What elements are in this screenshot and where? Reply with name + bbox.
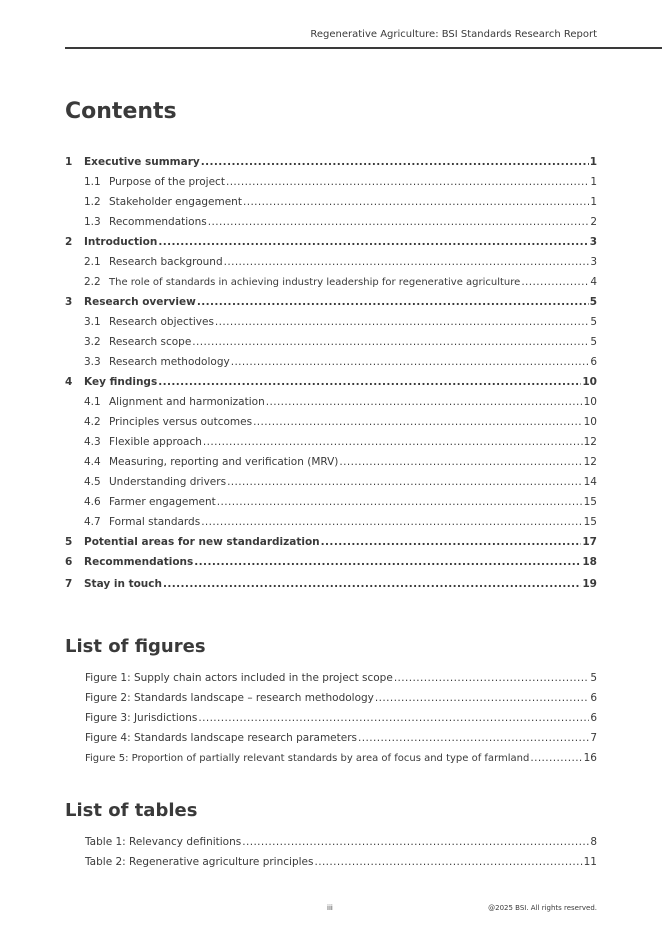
- toc-entry[interactable]: [65, 555, 597, 569]
- table-entry[interactable]: [85, 835, 597, 849]
- toc-entry[interactable]: [65, 435, 597, 449]
- toc-page: 1: [590, 196, 597, 208]
- toc-number: 2.1: [84, 256, 101, 268]
- toc-title: Research background: [109, 256, 223, 268]
- toc-title: Understanding drivers: [109, 476, 227, 488]
- figure-title: Figure 5: Proportion of partially relevant standards by area of focus and type of farmland: [85, 753, 530, 764]
- toc-leader: [203, 435, 583, 449]
- toc-entry[interactable]: [65, 495, 597, 509]
- toc-title: Key findings: [84, 376, 158, 388]
- toc-leader: [227, 475, 583, 489]
- figure-title: Figure 2: Standards landscape – research methodology: [85, 692, 374, 704]
- toc-leader: [253, 415, 583, 429]
- toc-title: Stay in touch: [84, 578, 162, 590]
- toc-entry[interactable]: [65, 275, 597, 289]
- toc-title: Recommendations: [84, 556, 194, 568]
- toc-page: 2: [590, 216, 597, 228]
- toc-title: The role of standards in achieving industry leadership for regenerative agriculture: [109, 277, 521, 288]
- toc-page: 5: [590, 336, 597, 348]
- figure-entry[interactable]: [85, 731, 597, 745]
- toc-number: 3.2: [84, 336, 101, 348]
- toc-title: Stakeholder engagement: [109, 196, 242, 208]
- toc-leader: [226, 175, 589, 189]
- toc-number: 4.6: [84, 496, 101, 508]
- toc-leader: [321, 535, 582, 549]
- toc-leader: [215, 315, 589, 329]
- toc-leader: [224, 255, 590, 269]
- figure-leader: [375, 691, 589, 705]
- toc-leader: [521, 275, 589, 289]
- toc-entry[interactable]: [65, 295, 597, 309]
- toc-page: 1: [590, 176, 597, 188]
- toc-title: Potential areas for new standardization: [84, 536, 320, 548]
- toc-leader: [158, 375, 581, 389]
- figure-page: 16: [583, 752, 597, 764]
- toc-number: 4.4: [84, 456, 101, 468]
- table-page: 8: [590, 836, 597, 848]
- toc-number: 1.1: [84, 176, 101, 188]
- toc-entry[interactable]: [65, 215, 597, 229]
- figure-page: 6: [590, 692, 597, 704]
- toc-title: Introduction: [84, 236, 158, 248]
- toc-entry[interactable]: [65, 515, 597, 529]
- toc-entry[interactable]: [65, 355, 597, 369]
- figure-entry[interactable]: [85, 691, 597, 705]
- copyright-notice: @2025 BSI. All rights reserved.: [488, 904, 597, 912]
- toc-leader: [192, 335, 589, 349]
- toc-title: Recommendations: [109, 216, 207, 228]
- toc-number: 3: [65, 296, 73, 308]
- toc-leader: [208, 215, 590, 229]
- figure-entry[interactable]: [85, 671, 597, 685]
- toc-leader: [201, 515, 582, 529]
- toc-leader: [339, 455, 582, 469]
- table-entry[interactable]: [85, 855, 597, 869]
- toc-title: Purpose of the project: [109, 176, 225, 188]
- toc-page: 15: [583, 496, 597, 508]
- figure-entry[interactable]: [85, 751, 597, 765]
- toc-entry[interactable]: [65, 415, 597, 429]
- toc-entry[interactable]: [65, 455, 597, 469]
- toc-number: 1.2: [84, 196, 101, 208]
- toc-page: 18: [582, 556, 597, 568]
- toc-leader: [217, 495, 583, 509]
- tables-heading: List of tables: [65, 800, 198, 821]
- toc-page: 19: [582, 578, 597, 590]
- toc-number: 6: [65, 556, 73, 568]
- toc-page: 15: [583, 516, 597, 528]
- page-number: iii: [327, 904, 333, 912]
- toc-number: 4: [65, 376, 73, 388]
- toc-page: 1: [589, 156, 597, 168]
- running-header: Regenerative Agriculture: BSI Standards Research Report: [310, 29, 597, 40]
- table-leader: [314, 855, 582, 869]
- toc-leader: [266, 395, 583, 409]
- toc-leader: [163, 577, 581, 591]
- toc-entry[interactable]: [65, 235, 597, 249]
- figure-leader: [198, 711, 589, 725]
- toc-page: 17: [582, 536, 597, 548]
- toc-number: 4.7: [84, 516, 101, 528]
- table-page: 11: [583, 856, 597, 868]
- figure-leader: [358, 731, 589, 745]
- toc-entry[interactable]: [65, 395, 597, 409]
- toc-entry[interactable]: [65, 475, 597, 489]
- toc-page: 10: [583, 396, 597, 408]
- toc-page: 6: [590, 356, 597, 368]
- toc-leader: [243, 195, 589, 209]
- toc-title: Alignment and harmonization: [109, 396, 265, 408]
- toc-number: 4.2: [84, 416, 101, 428]
- toc-page: 3: [590, 256, 597, 268]
- toc-title: Formal standards: [109, 516, 201, 528]
- table-leader: [242, 835, 589, 849]
- figure-page: 5: [590, 672, 597, 684]
- figure-title: Figure 1: Supply chain actors included in the project scope: [85, 672, 393, 684]
- toc-page: 12: [583, 436, 597, 448]
- toc-page: 12: [583, 456, 597, 468]
- toc-leader: [197, 295, 589, 309]
- toc-title: Research objectives: [109, 316, 214, 328]
- toc-title: Farmer engagement: [109, 496, 216, 508]
- toc-entry[interactable]: [65, 155, 597, 169]
- toc-title: Principles versus outcomes: [109, 416, 253, 428]
- toc-page: 3: [589, 236, 597, 248]
- figure-title: Figure 3: Jurisdictions: [85, 712, 198, 724]
- toc-title: Research scope: [109, 336, 192, 348]
- toc-entry[interactable]: [65, 255, 597, 269]
- toc-entry[interactable]: [65, 577, 597, 591]
- toc-title: Research methodology: [109, 356, 230, 368]
- figure-leader: [394, 671, 590, 685]
- toc-page: 10: [582, 376, 597, 388]
- header-rule: [65, 47, 662, 49]
- figure-entry[interactable]: [85, 711, 597, 725]
- toc-page: 5: [589, 296, 597, 308]
- toc-number: 2: [65, 236, 73, 248]
- toc-leader: [194, 555, 581, 569]
- toc-number: 2.2: [84, 276, 101, 288]
- toc-page: 10: [583, 416, 597, 428]
- table-title: Table 1: Relevancy definitions: [85, 836, 242, 848]
- figure-page: 7: [590, 732, 597, 744]
- figure-title: Figure 4: Standards landscape research parameters: [85, 732, 358, 744]
- figure-page: 6: [590, 712, 597, 724]
- toc-number: 3.1: [84, 316, 101, 328]
- table-title: Table 2: Regenerative agriculture principles: [85, 856, 314, 868]
- toc-entry[interactable]: [65, 315, 597, 329]
- toc-entry[interactable]: [65, 175, 597, 189]
- toc-number: 4.1: [84, 396, 101, 408]
- toc-page: 14: [583, 476, 597, 488]
- toc-number: 5: [65, 536, 73, 548]
- toc-number: 7: [65, 578, 73, 590]
- toc-title: Research overview: [84, 296, 196, 308]
- contents-heading: Contents: [65, 99, 177, 124]
- toc-leader: [231, 355, 590, 369]
- toc-number: 3.3: [84, 356, 101, 368]
- toc-title: Flexible approach: [109, 436, 202, 448]
- toc-page: 5: [590, 316, 597, 328]
- toc-page: 4: [590, 276, 597, 288]
- figures-heading: List of figures: [65, 636, 206, 657]
- toc-leader: [201, 155, 589, 169]
- toc-entry[interactable]: [65, 195, 597, 209]
- toc-entry[interactable]: [65, 535, 597, 549]
- toc-number: 4.5: [84, 476, 101, 488]
- toc-title: Measuring, reporting and verification (MRV): [109, 456, 339, 468]
- toc-number: 1: [65, 156, 73, 168]
- toc-title: Executive summary: [84, 156, 200, 168]
- figure-leader: [530, 751, 582, 765]
- toc-number: 1.3: [84, 216, 101, 228]
- toc-number: 4.3: [84, 436, 101, 448]
- toc-entry[interactable]: [65, 335, 597, 349]
- toc-entry[interactable]: [65, 375, 597, 389]
- toc-leader: [158, 235, 588, 249]
